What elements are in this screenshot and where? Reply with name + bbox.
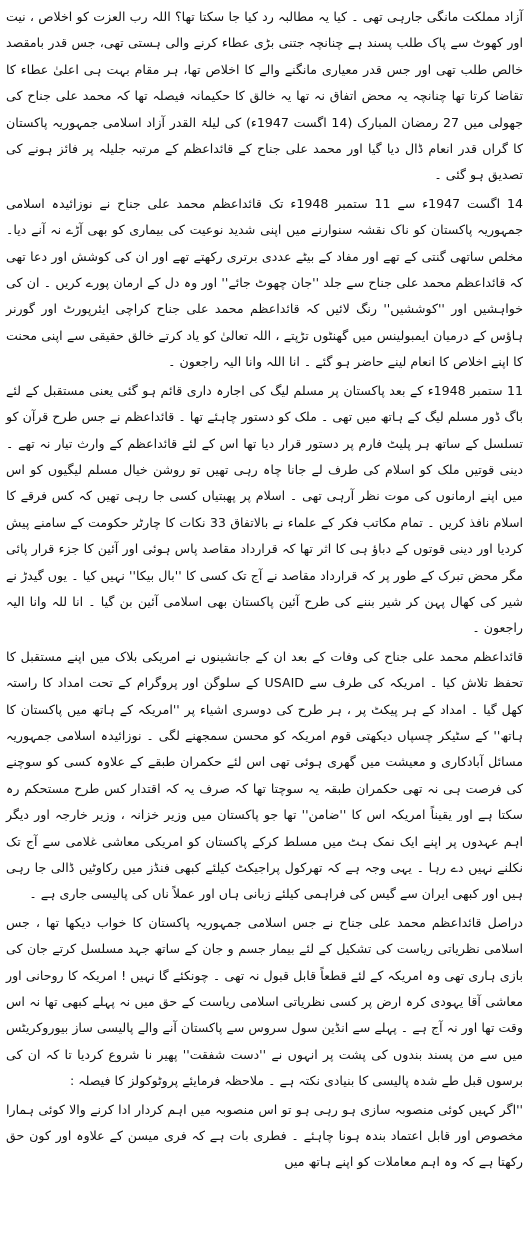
- article-paragraph-quote: ''اگر کہیں کوئی منصوبہ سازی ہو رہی ہو تو اس منصوبہ میں اہم کردار ادا کرنے والا کوئی ہمارا مخصوص اور قابل اعتماد بندہ ہونا چاہئے ۔ فطری بات ہے کہ فری میسن کے علاوہ اور کون حق رکھتا ہے کہ وہ اہم معاملات کو اپنے ہاتھ میں: [6, 1101, 523, 1170]
- article-paragraph: دراصل قائداعظم محمد علی جناح نے جس اسلامی جمہوریہ پاکستان کا خواب دیکھا تھا ، جس اسلامی نظریاتی ریاست کی تشکیل کے لئے بیمار جسم و جان کے ساتھ جہد مسلسل کرتے جان کی بازی ہاری تھی وہ امریکہ کے لئے قطعاً قابل قبول نہ تھی ۔ چونکئے گا نہیں ! امریکہ کا روحانی اور معاشی آقا یہودی کرہ ارض پر کسی نظریاتی اسلامی ریاست کے حق میں نہ پہلے کبھی تھا نہ اس وقت تھا اور نہ آج ہے ۔ پہلے سے انڈین سول سروس سے پاکستان آنے والے پالیسی ساز بیوروکریٹس میں سے من پسند بندوں کی پشت پر انہوں نے ''دست شفقت'' پھیر نا شروع کردیا تا کہ ان کی برسوں قبل طے شدہ پالیسی کا بنیادی نکتہ ہے ۔ ملاحظہ فرمایئے پروٹوکولز کا فیصلہ :: [6, 914, 523, 1089]
- article-paragraph: 14 اگست 1947ء سے 11 ستمبر 1948ء تک قائداعظم محمد علی جناح نے نوزائیدہ اسلامی جمہوریہ پاکستان کو ناک نقشہ سنوارنے میں اپنی شدید نوعیت کی بیماری کو بھی آڑے نہ آنے دیا۔ مخلص ساتھی گنتی کے تھے اور مفاد کے بیٹے عددی برتری رکھتے تھے اور ان کی کوشش اور دعا تھی کہ قائداعظم محمد علی جناح سے جلد ''جان چھوٹ جائے'' اور وہ دل کے ارمان پورے کریں ۔ ان کی خواہشیں اور ''کوششیں'' رنگ لائیں کہ قائداعظم محمد علی جناح کراچی ایئرپورٹ اور گورنر ہاؤس کے درمیان ایمبولینس میں گھنٹوں تڑپتے ، اللہ تعالیٰ کو یاد کرتے خالق حقیقی سے اپنی محنت کا اپنے اخلاص کا انعام لینے حاضر ہو گئے ۔ انا اللہ وانا الیہ راجعون ۔: [6, 195, 523, 370]
- article-paragraph: قائداعظم محمد علی جناح کی وفات کے بعد ان کے جانشینوں نے امریکی بلاک میں اپنے مستقبل کا تحفظ تلاش کیا ۔ امریکہ کی طرف سے USAID کے سلوگن اور پروگرام کے تحت امداد کا راستہ کھل گیا ۔ امداد کے ہر پیکٹ پر ، ہر طرح کی دوسری اشیاء پر ''امریکہ کے ہاتھ میں پاکستان کا ہاتھ'' کے سٹیکر چسپاں دیکھتی قوم امریکہ کو محسن سمجھنے لگی ۔ نوزائیدہ اسلامی جمہوریہ مسائل آبادکاری و معیشت میں گھری ہوئی تھی اس لئے حکمران طبقے کے علاوہ کسی کو سوچنے کی فرصت ہی نہ تھی حکمران طبقہ یہ سوچتا تھا کہ صرف یہ کہ اقتدار کس طرح مستحکم رہ سکتا ہے اور یقیناً امریکہ اس کا ''ضامن'' تھا جو پاکستان میں وزیر خزانہ ، وزیر خارجہ اور دیگر اہم عہدوں پر اپنے ایک نمک ہٹ میں مسلط کرکے پاکستان کو امریکی معاشی غلامی سے آج تک نکلنے نہیں دے رہا ۔ یہی وجہ ہے کہ تھرکول پراجیکٹ کیلئے کبھی فنڈز میں رکاوٹیں ڈالی جا رہی ہیں اور کبھی ایران سے گیس کی فراہمی کیلئے زبانی ہاں اور عملاً ناں کی پالیسی جاری ہے ۔: [6, 648, 524, 902]
- article-paragraph: آزاد مملکت مانگی جارہی تھی ۔ کیا یہ مطالبہ رد کیا جا سکتا تھا؟ اللہ رب العزت کو اخلاص ، نیت اور کھوٹ سے پاک طلب پسند ہے چنانچہ جتنی بڑی عطاء کرنے والی ہستی تھی، جس قدر بامقصد خالص طلب تھی اور جس قدر معیاری مانگنے والے کا اخلاص تھا، ہر مقام بہت ہی اعلیٰ عطاء کا تقاضا کرتا تھا چنانچہ یہ محض اتفاق نہ تھا یہ خالق کا حکیمانہ فیصلہ تھا کہ محمد علی جناح کی جھولی میں 27 رمضان المبارک (14 اگست 1947ء) کی لیلۃ القدر آزاد اسلامی جمہوریہ پاکستان کا گراں قدر انعام ڈال دیا گیا اور محمد علی جناح کے قائداعظم کے مرتبہ جلیلہ پر فائز ہونے کی تصدیق ہو گئی ۔: [6, 9, 523, 183]
- article-paragraph: 11 ستمبر 1948ء کے بعد پاکستان پر مسلم لیگ کی اجارہ داری قائم ہو گئی یعنی مستقبل کے لئے باگ ڈور مسلم لیگ کے ہاتھ میں تھی ۔ ملک کو دستور چاہئے تھا ۔ قائداعظم نے جس طرح قرآن کو تسلسل کے ساتھ ہر پلیٹ فارم پر دستور قرار دیا تھا اس کے لئے قائداعظم کے وارث تیار نہ تھے ۔ دینی قوتیں ملک کو اسلام کی طرف لے جانا چاہ رہی تھیں تو روشن خیال مسلم لیگیوں کو اس میں اپنے ارمانوں کی موت نظر آرہی تھی ۔ اسلام پر پھبتیاں کسی جا رہی تھیں کہ کس فرقے کا اسلام نافذ کریں ۔ تمام مکاتب فکر کے علماء نے بالاتفاق 33 نکات کا چارٹر حکومت کے سامنے پیش کردیا اور دینی قوتوں کے دباؤ ہی کا اثر تھا کہ قرارداد مقاصد پاس ہوئی اور آئین کا جزء قرار پائی مگر محض تبرک کے طور پر کہ قرارداد مقاصد نے آج تک کسی کا ''بال بیکا'' نہیں کیا ۔ یوں گیدڑ نے شیر کی کھال پہن کر شیر بننے کی طرح آئین پاکستان بھی اسلامی آئین بن گیا ۔ انا للہ وانا الیہ راجعون ۔: [6, 382, 524, 636]
